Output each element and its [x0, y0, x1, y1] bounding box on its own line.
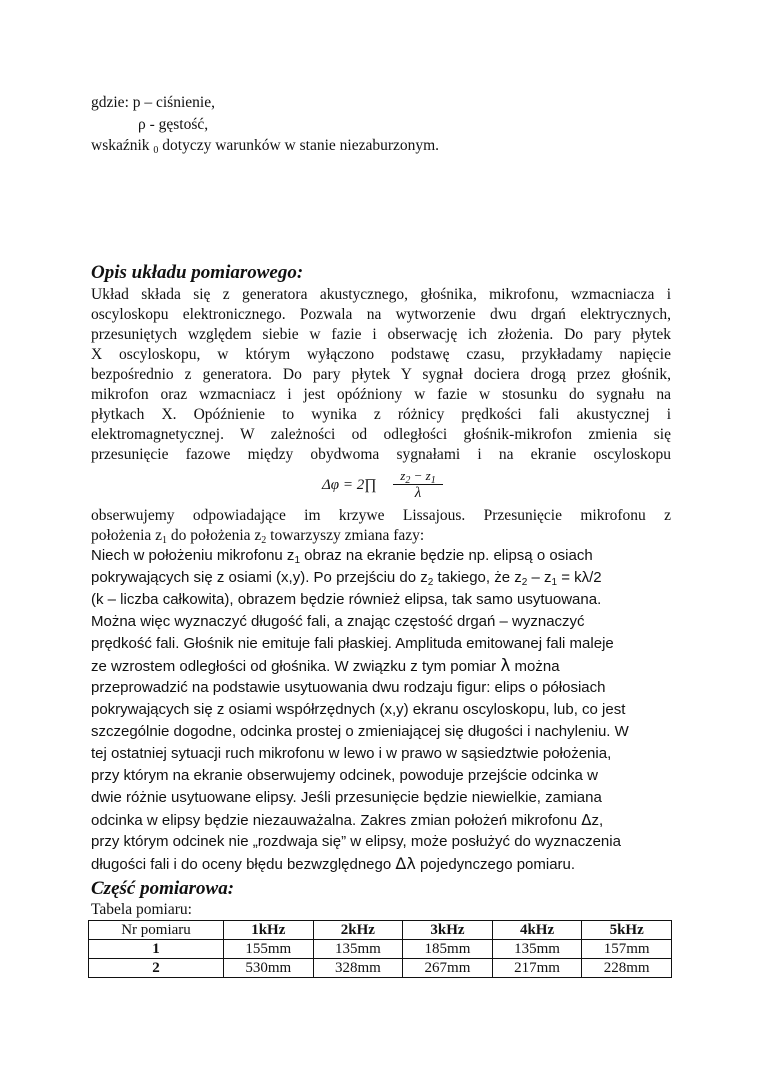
paragraph-line: przesunięcie fazowe między obydwoma sygnałami i na ekranie oscyloskopu: [91, 446, 671, 463]
text-segment: do położenia z: [167, 527, 262, 544]
text-segment: towarzyszy zmiana fazy:: [266, 527, 425, 544]
section-heading-setup: Opis układu pomiarowego:: [91, 262, 304, 283]
subscript: 1: [162, 535, 168, 546]
table-row: [89, 940, 672, 959]
text-segment: – z: [527, 569, 552, 586]
paragraph-line: [91, 656, 671, 677]
lambda-symbol: λ: [500, 656, 511, 676]
text-segment: długości fali i do oceny błędu bezwzględnego: [91, 856, 396, 873]
formula-operator: −: [410, 468, 426, 483]
delta-lambda-symbol: Δλ: [395, 854, 416, 873]
subscript: 0: [153, 145, 159, 156]
paragraph-line: [91, 568, 671, 588]
paragraph-line: [91, 854, 671, 875]
text-segment: dotyczy warunków w stanie niezaburzonym.: [158, 137, 440, 154]
table-header-cell: Nr pomiaru: [89, 921, 224, 940]
paragraph-line: [91, 526, 671, 546]
text-segment: wskaźnik: [91, 137, 154, 154]
paragraph-line: [91, 810, 671, 831]
table-cell: 185mm: [403, 940, 493, 959]
text-segment: pokrywających się z osiami (x,y). Po przejściu do z: [91, 569, 428, 586]
table-header-cell: 4kHz: [492, 921, 582, 940]
table-header-cell: 2kHz: [313, 921, 403, 940]
formula-lhs: Δφ = 2∏: [322, 477, 377, 493]
formula-symbol: z: [400, 468, 406, 483]
paragraph-line: Układ składa się z generatora akustycznego, głośnika, mikrofonu, wzmacniacza i: [91, 286, 671, 303]
table-header-row: [89, 921, 672, 940]
table-cell: 135mm: [313, 940, 403, 959]
intro-line-pressure: gdzie: p – ciśnienie,: [91, 94, 215, 111]
paragraph-line: obserwujemy odpowiadające im krzywe Lissajous. Przesunięcie mikrofonu z: [91, 507, 671, 524]
section-heading-measurement: Część pomiarowa:: [91, 878, 235, 899]
formula-denominator: λ: [414, 485, 422, 501]
table-header-cell: 5kHz: [582, 921, 672, 940]
subscript: 2: [427, 577, 434, 588]
subscript: 2: [261, 535, 267, 546]
table-cell: 217mm: [492, 959, 582, 978]
paragraph-line: szczególnie dogodne, odcinka prostej o zmieniającej się długości i nachyleniu. W: [91, 723, 629, 740]
paragraph-line: przy którym odcinek nie „rozdwaja się” w elipsy, może posłużyć do wyznaczenia: [91, 833, 621, 850]
subscript: 1: [551, 577, 558, 588]
intro-line-density: ρ - gęstość,: [138, 116, 209, 133]
text-segment: = kλ/2: [557, 569, 602, 586]
table-cell: 530mm: [223, 959, 313, 978]
paragraph-line: tej ostatniej sytuacji ruch mikrofonu w lewo i w prawo w sąsiedztwie położenia,: [91, 745, 612, 762]
table-caption: Tabela pomiaru:: [91, 901, 192, 918]
table-cell: 228mm: [582, 959, 672, 978]
subscript: 2: [405, 475, 411, 486]
subscript: 1: [430, 475, 436, 486]
paragraph-line: przy którym na ekranie obserwujemy odcinek, powoduje przejście odcinka w: [91, 767, 598, 784]
paragraph-line: [91, 546, 671, 566]
paragraph-line: przesuniętych względem siebie w fazie i obserwację ich złożenia. Do pary płytek: [91, 326, 671, 343]
paragraph-line: mikrofon oraz wzmacniacz i jest opóźniony w fazie w stosunku do sygnału na: [91, 386, 671, 403]
text-segment: Niech w położeniu mikrofonu z: [91, 547, 295, 564]
table-cell: 267mm: [403, 959, 493, 978]
table-cell: 1: [89, 940, 224, 959]
table-cell: 157mm: [582, 940, 672, 959]
text-segment: obraz na ekranie będzie np. elipsą o osiach: [300, 547, 593, 564]
paragraph-line: płytkach X. Opóźnienie to wynika z różnicy prędkości fali akustycznej i: [91, 406, 671, 423]
paragraph-line: (k – liczba całkowita), obrazem będzie również elipsa, tak samo usytuowana.: [91, 591, 602, 608]
paragraph-line: elektromagnetycznej. W zależności od odległości głośnik-mikrofon zmienia się: [91, 426, 671, 443]
formula-symbol: z: [425, 468, 431, 483]
text-segment: z,: [591, 812, 604, 829]
intro-line-index: [91, 136, 671, 156]
delta-symbol: Δ: [581, 811, 592, 829]
table-cell: 2: [89, 959, 224, 978]
subscript: 2: [521, 577, 528, 588]
subscript: 1: [294, 555, 300, 566]
text-segment: pojedynczego pomiaru.: [415, 856, 576, 873]
text-segment: położenia z: [91, 527, 163, 544]
table-cell: 135mm: [492, 940, 582, 959]
table-row: [89, 959, 672, 978]
measurement-table: [88, 920, 672, 978]
text-segment: takiego, że z: [433, 569, 522, 586]
paragraph-line: Można więc wyznaczyć długość fali, a znając częstość drgań – wyznaczyć: [91, 613, 585, 630]
paragraph-line: przeprowadzić na podstawie usytuowania dwu rodzaju figur: elips o półosiach: [91, 679, 606, 696]
paragraph-line: X oscyloskopu, w którym wyłączono podstawę czasu, przykładamy napięcie: [91, 346, 671, 363]
paragraph-line: bezpośrednio z generatora. Do pary płytek Y sygnał dociera drogą przez głośnik,: [91, 366, 671, 383]
paragraph-line: oscyloskopu elektronicznego. Pozwala na wytworzenie dwu drgań elektrycznych,: [91, 306, 671, 323]
table-cell: 155mm: [223, 940, 313, 959]
text-segment: odcinka w elipsy będzie niezauważalna. Zakres zmian położeń mikrofonu: [91, 812, 582, 829]
paragraph-line: dwie różnie usytuowane elipsy. Jeśli przesunięcie będzie niewielkie, zamiana: [91, 789, 602, 806]
table-cell: 328mm: [313, 959, 403, 978]
paragraph-line: pokrywających się z osiami współrzędnych (x,y) ekranu oscyloskopu, lub, co jest: [91, 701, 626, 718]
formula-numerator: [393, 468, 443, 485]
text-segment: można: [510, 658, 560, 675]
formula-fraction: [393, 468, 443, 502]
paragraph-line: prędkość fali. Głośnik nie emituje fali płaskiej. Amplituda emitowanej fali maleje: [91, 635, 614, 652]
table-header-cell: 1kHz: [223, 921, 313, 940]
table-header-cell: 3kHz: [403, 921, 493, 940]
text-segment: ze wzrostem odległości od głośnika. W związku z tym pomiar: [91, 658, 501, 675]
